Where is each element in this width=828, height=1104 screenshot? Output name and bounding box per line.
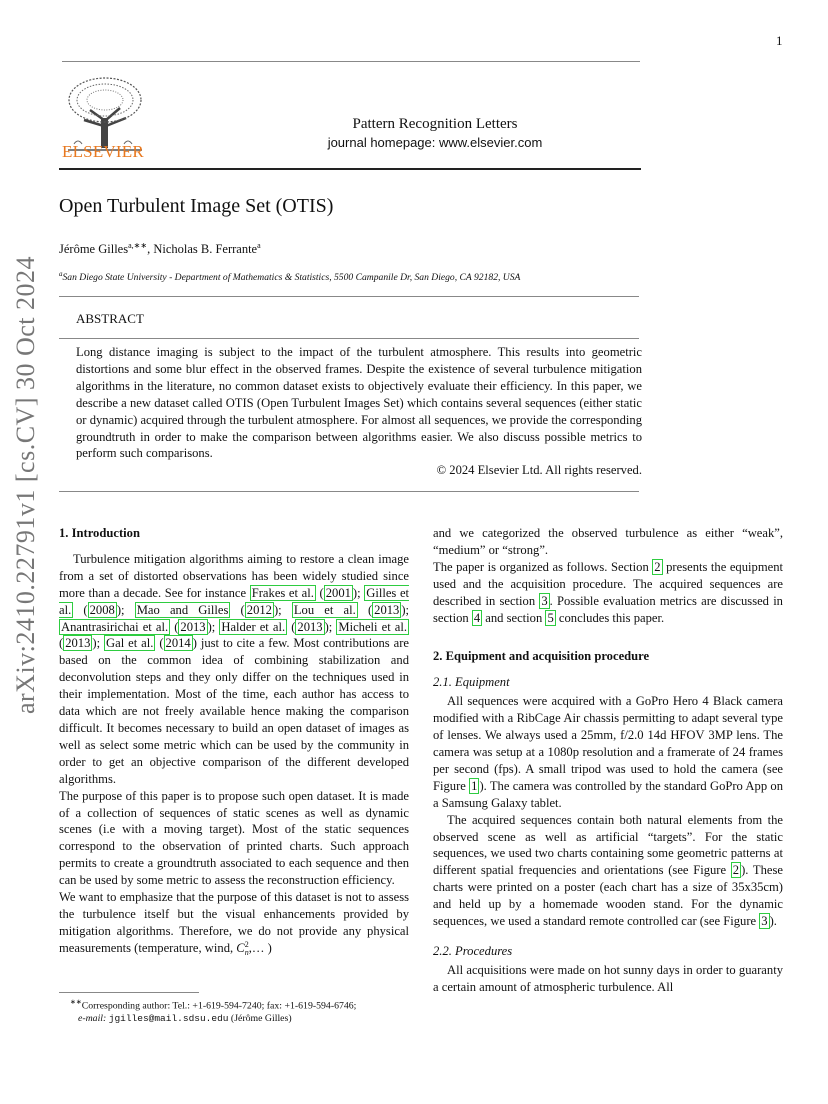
citation-link[interactable]: Micheli et al. xyxy=(338,619,408,634)
abstract-body xyxy=(76,344,642,479)
email-label: e-mail: xyxy=(78,1013,107,1025)
math-subscript: n xyxy=(244,947,249,957)
paragraph-text: ,… ) xyxy=(248,940,272,955)
subsection-heading-procedures: 2.2. Procedures xyxy=(433,943,513,958)
paragraph-text: ). These charts were printed on a poster (each chart has a size of 35x35cm) and held up by a homemade wooden stand. For the dynamic sequences, we used a standard remote controlled car (see Figure xyxy=(433,863,783,929)
affiliation xyxy=(59,270,520,283)
left-column xyxy=(59,525,409,957)
intro-paragraph-1: Turbulence mitigation algorithms aiming to restore a clean image from a set of distorted observations has been widely studied since more than a decade. See for instance Frakes et al. ( 2001 ); Gilles et al. ( 2008 ); Mao and Gilles ( 2012 ); Lou et al. ( 2013 ); Anantrasirichai et al. ( 2013 ); Halder et al. ( 2013 ); Micheli et al. ( 2013 ); Gal et al. ( 2014 ) just to cite a few. Most contributions are based on the common idea of combining stabilization and deconvolution steps and they only differ on the techniques used in their implementation. Most of the time, each author has access to data which are not freely available hence making the comparison difficult. It becomes necessary to build an open dataset of images as well as select some metric which can be used by the community in order to get an objective comparison of the different developed algorithms. xyxy=(59,551,410,786)
section-ref-link[interactable]: 5 xyxy=(547,610,554,625)
right-column xyxy=(433,525,783,996)
paragraph-text: The acquired sequences contain both natural elements from the observed scene as well as artificial “targets”. For the static sequences, we used two charts containing some geometric patterns at different spatial frequencies and orientations (see Figure xyxy=(433,812,783,878)
figure-ref-link[interactable]: 3 xyxy=(761,914,768,929)
figure-ref-link[interactable]: 1 xyxy=(471,778,478,793)
header-bottom-rule xyxy=(59,168,641,170)
paper-title: Open Turbulent Image Set (OTIS) xyxy=(59,195,334,217)
citation-link[interactable]: 2008 xyxy=(89,602,115,617)
citation-link[interactable]: Gal et al. xyxy=(106,636,154,651)
author-marks: a xyxy=(257,241,261,250)
paragraph-text: presents the equipment used and the acquisition procedure. The acquired sequences are described in section xyxy=(433,559,784,608)
subsection-heading-equipment: 2.1. Equipment xyxy=(433,675,510,690)
journal-homepage[interactable]: journal homepage: www.elsevier.com xyxy=(327,135,543,150)
equipment-paragraph-2 xyxy=(433,812,783,930)
paragraph-text: ). xyxy=(769,914,777,929)
paragraph-text: Turbulence mitigation algorithms aiming to restore a clean image from a set of distorted observations has been widely studied since more than a decade. See for instance xyxy=(59,551,409,600)
procedures-paragraph: All acquisitions were made on hot sunny days in order to guaranty a certain amount of atmospheric turbulence. All xyxy=(433,962,783,994)
citation-link[interactable]: Anantrasirichai et al. xyxy=(61,619,169,634)
citation-link[interactable]: 2013 xyxy=(374,602,400,617)
abstract-bottom-rule xyxy=(59,491,639,492)
paragraph-text: concludes this paper. xyxy=(555,610,665,625)
abstract-top-rule xyxy=(59,296,639,297)
abstract-text: Long distance imaging is subject to the impact of the turbulent atmosphere. This results into geometric distortions and some blur effect in the observed frames. Despite the existence of several turbulence mitigation algorithms in the literature, no common dataset exists to objectively evaluate their efficiency. In this paper, we describe a new dataset called OTIS (Open Turbulent Images Set) which contains several sequences (either static or dynamic) acquired through the turbulent atmosphere. For almost all sequences, we provide the corresponding groundtruth in order to make the comparison between algorithms easier. We also discuss possible metrics to perform such comparisons. xyxy=(76,345,642,461)
author-name: Jérôme Gilles xyxy=(59,242,129,257)
email-owner: (Jérôme Gilles) xyxy=(228,1013,292,1025)
paragraph-continued: and we categorized the observed turbulence as either “weak”, “medium” or “strong”. xyxy=(433,526,783,557)
paragraph-text: The paper is organized as follows. Section xyxy=(433,559,653,574)
paragraph-text: just to cite a few. Most contributions are based on the common idea of combining stabilization and deconvolution steps and they only differ on the techniques used in their implementation. Most of the time, each author has access to data which are not freely available hence making the comparison difficult. It becomes necessary to build an open dataset of images as well as select some metric which can be used by the community in order to get an objective comparison of the different developed algorithms. xyxy=(59,636,410,786)
section-heading-equipment: 2. Equipment and acquisition procedure xyxy=(433,649,650,664)
author-marks: a,∗∗ xyxy=(128,241,148,250)
paragraph-text: ). The camera was controlled by the standard GoPro App on a Samsung Galaxy tablet. xyxy=(433,778,783,810)
arxiv-stamp xyxy=(6,255,46,715)
paragraph-text: . Possible evaluation metrics are discussed in section xyxy=(433,593,783,625)
footnote-line-1 xyxy=(70,996,420,1012)
section-heading-introduction: 1. Introduction xyxy=(59,526,140,540)
footnote-text: Corresponding author: Tel.: +1-619-594-7240; fax: +1-619-594-6746; xyxy=(81,1000,357,1012)
math-superscript: 2 xyxy=(244,939,249,949)
publisher-logo-text: ELSEVIER xyxy=(62,142,144,161)
footnote-line-2 xyxy=(70,1012,420,1025)
citation-link[interactable]: Gilles et al. xyxy=(59,585,410,617)
author-separator: , xyxy=(147,242,154,257)
section-ref-link[interactable]: 2 xyxy=(654,559,661,574)
author-name: Nicholas B. Ferrante xyxy=(153,242,258,257)
section-ref-link[interactable]: 3 xyxy=(541,593,548,608)
paragraph-text: We want to emphasize that the purpose of this dataset is not to assess the turbulence itself but the visual enhancements provided by mitigation algorithms. Therefore, we do not provide any physical measurements (temperature, wind, xyxy=(59,890,409,955)
section-ref-link[interactable]: 4 xyxy=(473,610,481,625)
figure-ref-link[interactable]: 2 xyxy=(732,863,740,878)
footnote-mark: ∗∗ xyxy=(70,998,82,1006)
citation-link[interactable]: 2012 xyxy=(246,602,272,617)
header-top-rule xyxy=(62,61,640,62)
footnote xyxy=(70,996,420,1025)
citation-link[interactable]: Frakes et al. xyxy=(251,585,314,600)
copyright-notice: © 2024 Elsevier Ltd. All rights reserved. xyxy=(436,463,642,478)
citation-link[interactable]: 2013 xyxy=(65,636,91,651)
citation-link[interactable]: 2013 xyxy=(180,619,206,634)
email-address[interactable]: jgilles@mail.sdsu.edu xyxy=(108,1013,229,1025)
intro-paragraph-2: The purpose of this paper is to propose such open dataset. It is made of a collection of sequences of static scenes as well as dynamic scenes (i.e with a moving target). Most of the static sequences correspond to the observation of printed charts. Such approach permits to create a groundtruth associated to each sequence and then can be used by some metric to assess the reconstruction efficiency. xyxy=(59,788,409,888)
abstract-heading-rule xyxy=(59,338,639,339)
arxiv-stamp-text: arXiv:2410.22791v1 [cs.CV] 30 Oct 2024 xyxy=(11,255,40,715)
affiliation-text: San Diego State University - Department of Mathematics & Statistics, 5500 Campanile Dr, San Diego, CA 92182, USA xyxy=(62,272,521,284)
footnote-rule xyxy=(59,992,199,993)
citation-link[interactable]: Lou et al. xyxy=(293,602,356,617)
citation-link[interactable]: 2001 xyxy=(325,585,351,600)
affiliation-mark: a xyxy=(59,270,63,278)
author-list xyxy=(59,241,261,257)
citation-link[interactable]: 2014 xyxy=(165,636,191,651)
page-number: 1 xyxy=(776,33,783,48)
citation-link[interactable]: 2013 xyxy=(297,619,323,634)
equipment-paragraph-1 xyxy=(433,693,783,811)
abstract-heading: ABSTRACT xyxy=(76,311,144,326)
math-symbol: C xyxy=(236,940,245,955)
paragraph-text: All sequences were acquired with a GoPro Hero 4 Black camera modified with a RibCage Air chassis permitting to adapt several type of lenses. We always used a 25mm, f/2.0 14d HFOV 3MP lens. The camera was setup at a 1080p resolution and a framerate of 24 frames per second (fps). A small tripod was used to hold the camera (see Figure xyxy=(433,694,783,793)
journal-name: Pattern Recognition Letters xyxy=(352,116,518,132)
citation-link[interactable]: Mao and Gilles xyxy=(136,602,229,617)
paragraph-text: and section xyxy=(482,610,546,625)
citation-link[interactable]: Halder et al. xyxy=(221,619,286,634)
intro-paragraph-3 xyxy=(59,889,409,957)
paper-organization-paragraph xyxy=(433,559,783,627)
